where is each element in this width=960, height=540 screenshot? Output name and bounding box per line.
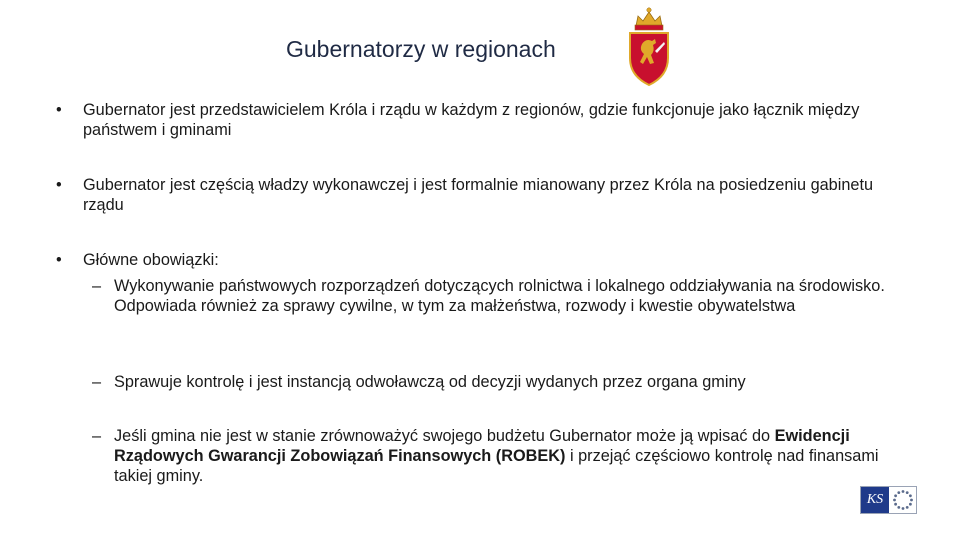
slide-title: Gubernatorzy w regionach [286, 36, 556, 62]
sub-item-text: Wykonywanie państwowych rozporządzeń dotyczących rolnictwa i lokalnego oddziaływania na środowisko. Odpowiada również za sprawy cywilne, w tym za małżeństwa, rozwody i kwestie obywatelstwa [114, 277, 885, 315]
bullet-text: Główne obowiązki: [83, 251, 219, 269]
bullet-text: Gubernator jest częścią władzy wykonawczej i jest formalnie mianowany przez Króla na posiedzeniu gabinetu rządu [83, 176, 874, 214]
bullet-symbol: • [56, 251, 62, 269]
bullet-text: Gubernator jest przedstawicielem Króla i rządu w każdym z regionów, gdzie funkcjonuje jako łącznik między państwem i gminami [83, 101, 860, 139]
star-ring-icon [889, 487, 916, 513]
norway-coat-of-arms-icon [624, 6, 674, 88]
sub-item-text-before: Jeśli gmina nie jest w stanie zrównoważyć swojego budżetu Gubernator może ją wpisać do [114, 427, 775, 445]
dash-symbol: – [92, 427, 102, 445]
dash-symbol: – [92, 277, 102, 295]
robek-emphasis: Ewidencji Rządowych Gwarancji Zobowiązań Finansowych (ROBEK) [114, 427, 850, 465]
sub-item-text-after: i przejąć częściowo kontrolę nad finansami takiej gminy. [114, 447, 879, 485]
ks-logo-text: KS [861, 487, 889, 513]
ks-logo [860, 486, 917, 514]
dash-symbol: – [92, 373, 102, 391]
bullet-symbol: • [56, 176, 62, 194]
bullet-symbol: • [56, 101, 62, 119]
sub-item-text [114, 426, 910, 486]
sub-item-text: Sprawuje kontrolę i jest instancją odwoławczą od decyzji wydanych przez organa gminy [114, 373, 746, 391]
